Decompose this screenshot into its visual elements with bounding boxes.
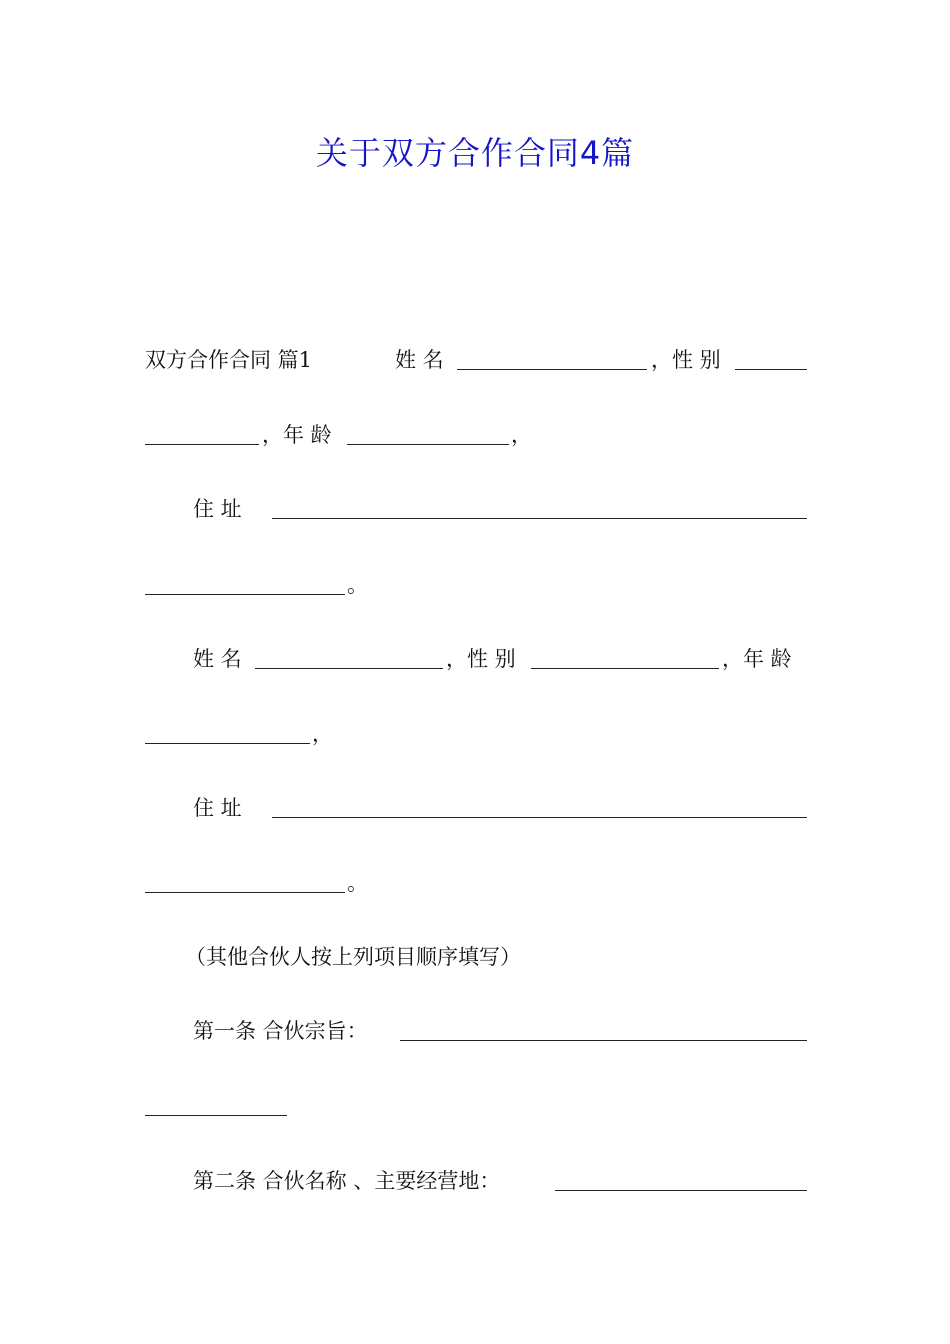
article-1-label: 第一条 合伙宗旨： (193, 1019, 368, 1043)
article-1-line (145, 1016, 807, 1046)
note-line (145, 942, 807, 972)
gender-blank-continued[interactable] (145, 444, 259, 445)
address-blank[interactable] (272, 518, 807, 519)
party1-address-continued (145, 570, 807, 600)
party1-line-1 (145, 345, 807, 375)
address-blank-continued[interactable] (145, 892, 345, 893)
purpose-blank-continued[interactable] (145, 1115, 287, 1116)
address-label: 住 址 (193, 796, 242, 820)
name-label: 姓 名 (193, 647, 242, 671)
period: 。 (347, 871, 368, 895)
article-1-continued (145, 1091, 807, 1121)
name-label: 姓 名 (395, 348, 444, 372)
age-label: ，年 龄 (262, 423, 332, 447)
gender-blank[interactable] (531, 668, 719, 669)
period: 。 (347, 573, 368, 597)
age-label: ，年 龄 (722, 647, 792, 671)
comma: ， (312, 722, 333, 746)
address-blank-continued[interactable] (145, 594, 345, 595)
name-address-blank[interactable] (555, 1190, 807, 1191)
article-2-line (145, 1166, 807, 1196)
contract-heading: 双方合作合同 篇1 (145, 348, 313, 372)
party1-line-2 (145, 420, 807, 450)
gender-label: ，性 别 (651, 348, 721, 372)
gender-blank[interactable] (735, 369, 807, 370)
name-blank[interactable] (457, 369, 647, 370)
purpose-blank[interactable] (400, 1040, 807, 1041)
party1-address-line (145, 494, 807, 524)
fill-in-note: （其他合伙人按上列项目顺序填写） (185, 945, 521, 969)
age-blank[interactable] (145, 743, 310, 744)
address-blank[interactable] (272, 817, 807, 818)
gender-label: ，性 别 (446, 647, 516, 671)
comma: ， (511, 423, 532, 447)
age-blank[interactable] (347, 444, 509, 445)
document-title: 关于双方合作合同4篇 (315, 134, 635, 172)
name-blank[interactable] (255, 668, 443, 669)
article-2-label: 第二条 合伙名称 、主要经营地： (193, 1169, 501, 1193)
party2-line-1 (145, 644, 807, 674)
party2-address-continued (145, 868, 807, 898)
party2-address-line (145, 793, 807, 823)
address-label: 住 址 (193, 497, 242, 521)
party2-line-2 (145, 719, 807, 749)
